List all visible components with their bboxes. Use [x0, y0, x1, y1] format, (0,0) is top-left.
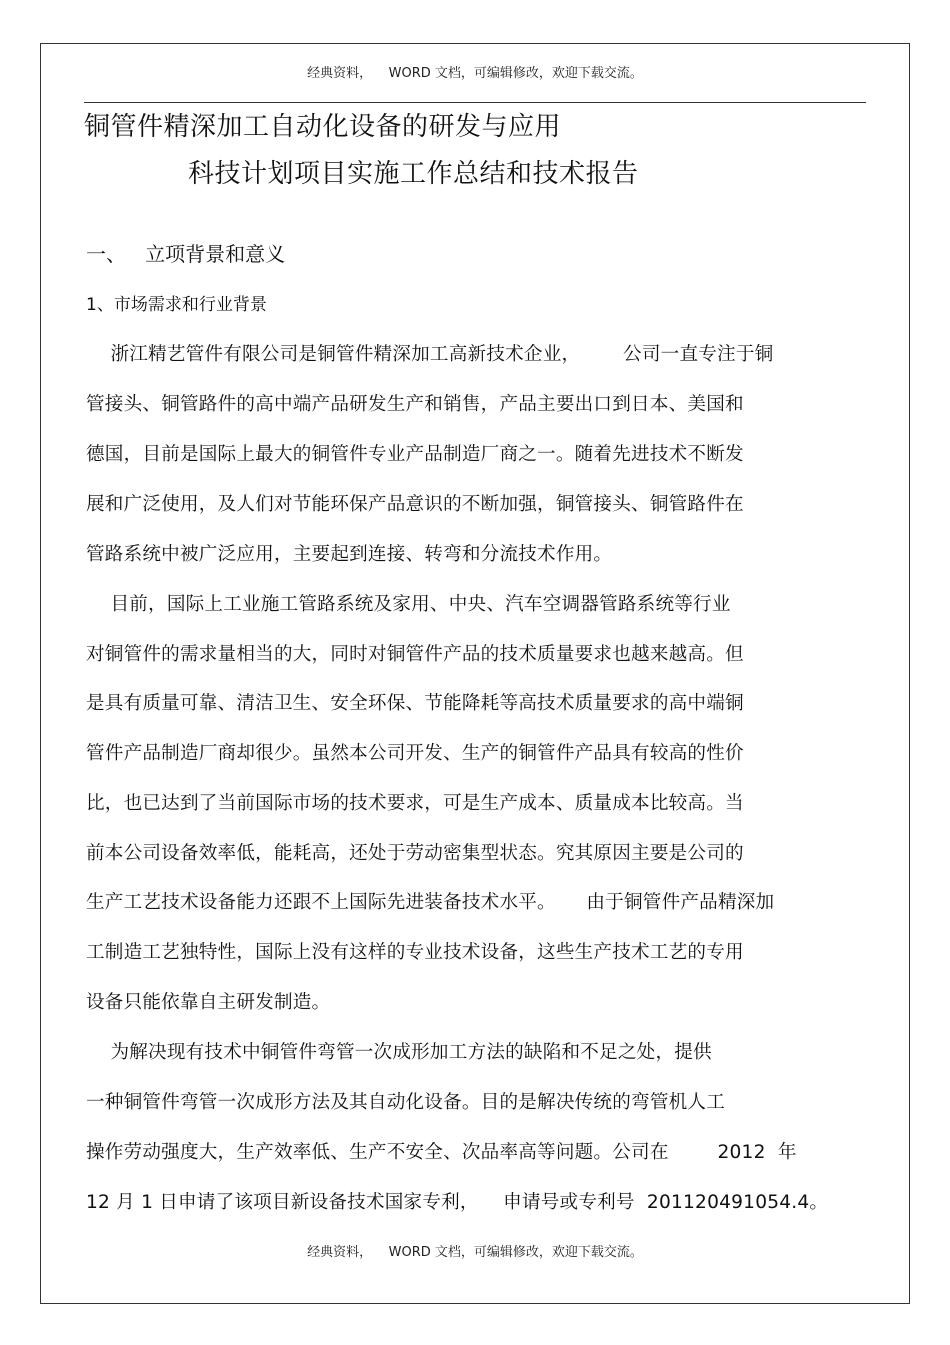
- body-line: 展和广泛使用，及人们对节能环保产品意识的不断加强，铜管接头、铜管路件在: [86, 494, 744, 515]
- body-line: 管接头、铜管路件的高中端产品研发生产和销售，产品主要出口到日本、美国和: [86, 394, 744, 415]
- body-line: 12 月 1 日申请了该项目新设备技术国家专利， 申请号或专利号 201120491054.4。: [86, 1192, 829, 1213]
- body-line: 管件产品制造厂商却很少。虽然本公司开发、生产的铜管件产品具有较高的性价: [86, 743, 744, 764]
- body-line: 工制造工艺独特性，国际上没有这样的专业技术设备，这些生产技术工艺的专用: [86, 942, 744, 963]
- subsection-heading: 1、市场需求和行业背景: [86, 295, 267, 315]
- body-line: 浙江精艺管件有限公司是铜管件精深加工高新技术企业， 公司一直专注于铜: [86, 344, 774, 365]
- body-line: 比，也已达到了当前国际市场的技术要求，可是生产成本、质量成本比较高。当: [86, 793, 744, 814]
- page-footer: 经典资料， WORD 文档，可编辑修改，欢迎下载交流。: [307, 1245, 643, 1260]
- body-line: 生产工艺技术设备能力还跟不上国际先进装备技术水平。 由于铜管件产品精深加: [86, 892, 775, 913]
- page-border: [40, 43, 910, 1304]
- body-line: 操作劳动强度大，生产效率低、生产不安全、次品率高等问题。公司在 2012 年: [86, 1142, 797, 1163]
- header-rule: [84, 102, 866, 103]
- body-line: 为解决现有技术中铜管件弯管一次成形加工方法的缺陷和不足之处，提供: [86, 1042, 712, 1063]
- body-line: 一种铜管件弯管一次成形方法及其自动化设备。目的是解决传统的弯管机人工: [86, 1092, 725, 1113]
- body-line: 德国，目前是国际上最大的铜管件专业产品制造厂商之一。随着先进技术不断发: [86, 444, 744, 465]
- section-heading: 一、 立项背景和意义: [86, 242, 286, 266]
- document-title: 铜管件精深加工自动化设备的研发与应用: [84, 112, 562, 142]
- document-subtitle: 科技计划项目实施工作总结和技术报告: [188, 159, 639, 189]
- body-line: 设备只能依靠自主研发制造。: [86, 992, 331, 1013]
- body-line: 目前，国际上工业施工管路系统及家用、中央、汽车空调器管路系统等行业: [86, 594, 731, 615]
- body-line: 是具有质量可靠、清洁卫生、安全环保、节能降耗等高技术质量要求的高中端铜: [86, 693, 744, 714]
- body-line: 前本公司设备效率低，能耗高，还处于劳动密集型状态。究其原因主要是公司的: [86, 843, 744, 864]
- body-line: 管路系统中被广泛应用，主要起到连接、转弯和分流技术作用。: [86, 544, 613, 565]
- body-line: 对铜管件的需求量相当的大，同时对铜管件产品的技术质量要求也越来越高。但: [86, 644, 744, 665]
- page-header: 经典资料， WORD 文档，可编辑修改，欢迎下载交流。: [307, 66, 643, 81]
